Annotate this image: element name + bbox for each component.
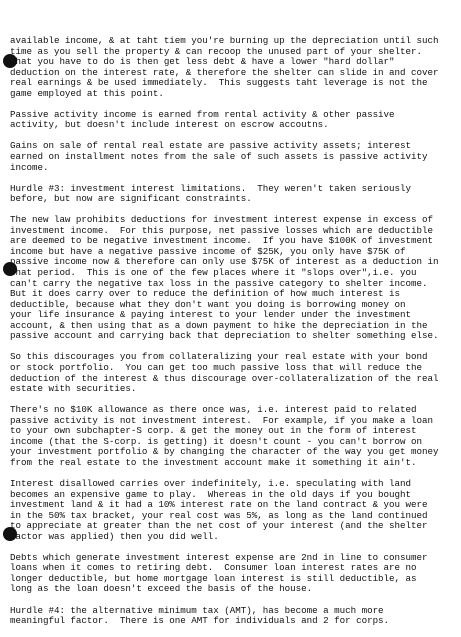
paragraph-collateralizing: So this discourages you from collateralizing your real estate with your bond or stock portfolio. You can get too much passive loss that will reduce the deduction of the interest & thus discourage over-collateralization of the real estate with securities. (10, 351, 439, 395)
paragraph-10k-allowance: There's no $10K allowance as there once was, i.e. interest paid to related passive activity is not investment interest. For example, if you make a loan to your own subchapter-S corp. & get the money out in the form of interest income (that the S-corp. is getting) it doesn't count - you can't borrow on your investment portfolio & by changing the character of the way you get money from the real estate to the investment account make it something it ain't. (10, 404, 439, 468)
paragraph-hurdle-3: Hurdle #3: investment interest limitations. They weren't taken seriously before, but now are significant constraints. (10, 182, 412, 205)
paragraph-gains-on-sale: Gains on sale of rental real estate are passive activity assets; interest earned on installment notes from the sale of such assets is passive activity income. (10, 140, 428, 173)
document-text (10, 36, 451, 637)
paragraph-shelter-debt: available income, & at taht tiem you're burning up the depreciation until such time as you sell the property & can recoop the unused part of your shelter. What you have to do is then get less debt & have a lower "hard dollar" deduction on the interest rate, & therefore the shelter can slide in and cover real earnings & be used immediately. This suggests taht leverage is not the game employed at this point. (10, 35, 439, 99)
paragraph-passive-income: Passive activity income is earned from rental activity & other passive activity, but doesn't include interest on escrow accoutns. (10, 108, 395, 131)
paragraph-debts: Debts which generate investment interest expense are 2nd in line to consumer loans when it comes to retiring debt. Consumer loan interest rates are no longer deductible, but home mortgage loan interest is still deductible, as long as the loan doesn't exceed the basis of the house. (10, 551, 428, 595)
paragraph-hurdle-4: Hurdle #4: the alternative minimum tax (AMT), has become a much more meaningful factor. There is one AMT for individuals and 2 for corps. (10, 604, 390, 627)
paragraph-interest-disallowed: Interest disallowed carries over indefinitely, i.e. speculating with land becomes an expensive game to play. Whereas in the old days if you bought investment land & it had a 10% interest rate on the land contract & you were in the 50% tax bracket, your real cost was 5%, as long as the land continued to appreciate at greater than the net cost of your interest (and the shelter factor was applied) then you did well. (10, 477, 428, 542)
paragraph-new-law: The new law prohibits deductions for investment interest expense in excess of investment income. For this purpose, net passive losses which are deductible are deemed to be negative investment income. If you have $100K of investment income but have a negative passive income of $25K, you only have $75K of passive income now & therefore can only use $75K of interest as a deduction in that period. This is one of the few places where it "slops over",i.e. you can't carry the negative tax loss in the passive category to shelter income. But it does carry over to reduce the definition of how much interest is deductible, because what they don't want you doing is borrowing money on your life insurance & paying interest to your lender under the investment account, & then using that as a down payment to hike the depreciation in the passive account and carrying back that depreciation to shelter something else. (10, 214, 439, 342)
